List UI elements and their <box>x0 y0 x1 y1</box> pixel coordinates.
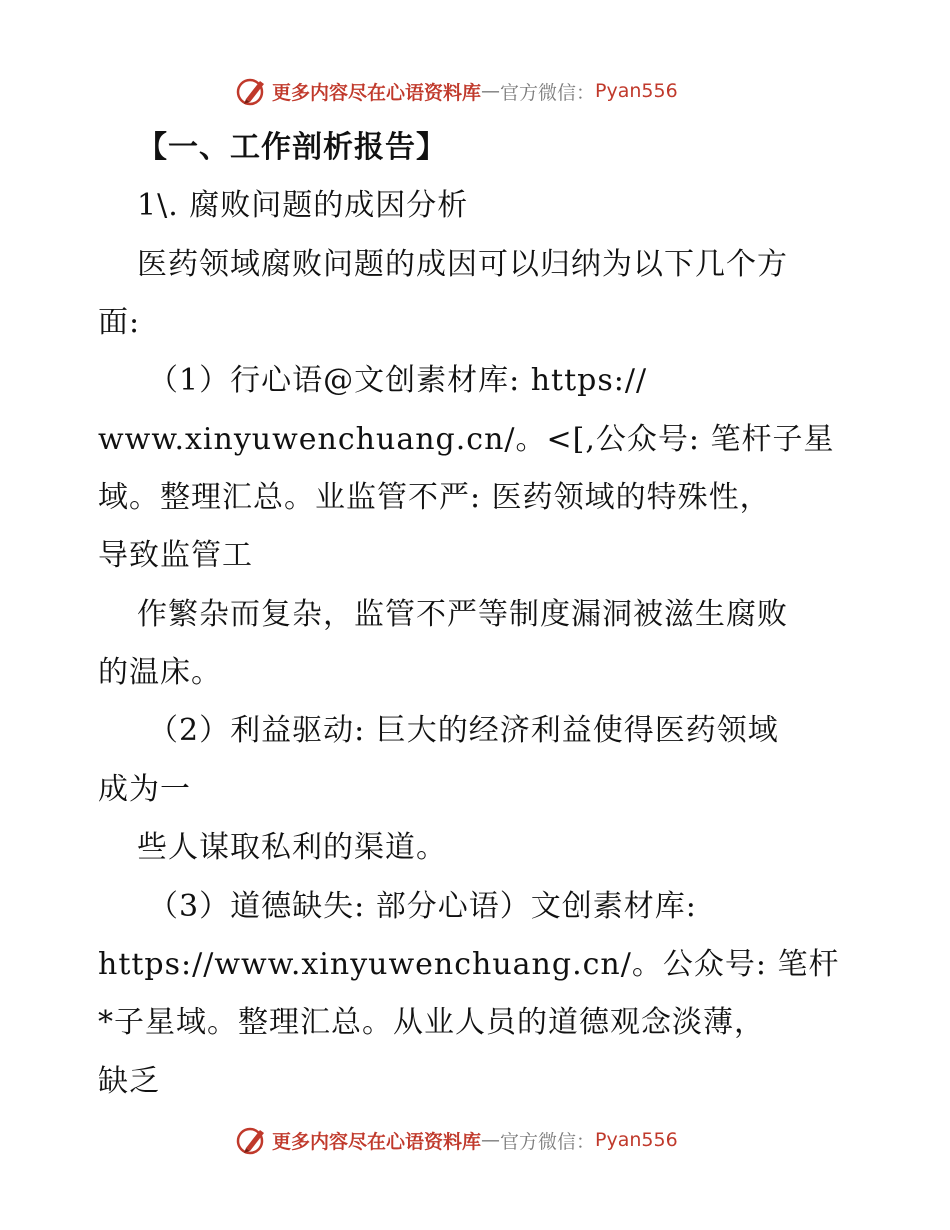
item2-line-2: 成为一 <box>98 772 191 807</box>
item1-line-6: 的温床。 <box>98 655 222 690</box>
pen-logo-icon <box>236 75 268 107</box>
item3-line-2: https://www.xinyuwenchuang.cn/。公众号: 笔杆 <box>98 947 840 982</box>
banner-wechat-id: Pyan556 <box>595 80 678 102</box>
banner-dash: — <box>481 1129 501 1151</box>
item3-line-3: *子星域。整理汇总。从业人员的道德观念淡薄， <box>98 1005 765 1040</box>
item2-line-1: （2）利益驱动: 巨大的经济利益使得医药领域 <box>148 713 779 748</box>
intro-line-2: 面: <box>98 305 141 340</box>
item3-line-1: （3）道德缺失: 部分心语）文创素材库: <box>148 889 697 924</box>
item1-line-1: （1）行心语@文创素材库: https:// <box>148 363 648 398</box>
item1-line-4: 导致监管工 <box>98 538 253 573</box>
item1-line-5: 作繁杂而复杂，监管不严等制度漏洞被滋生腐败 <box>137 597 788 632</box>
item3-line-4: 缺乏 <box>98 1064 160 1099</box>
banner-main-text: 更多内容尽在心语资料库 <box>272 1130 482 1153</box>
subheading: 1\. 腐败问题的成因分析 <box>137 188 469 223</box>
pen-logo-icon <box>236 1124 268 1156</box>
banner-sub-text: 官方微信： <box>500 81 596 104</box>
header-banner <box>236 73 678 109</box>
intro-line-1: 医药领域腐败问题的成因可以归纳为以下几个方 <box>137 247 788 282</box>
item2-line-3: 些人谋取私利的渠道。 <box>137 830 447 865</box>
banner-main-text: 更多内容尽在心语资料库 <box>272 81 482 104</box>
banner-wechat-id: Pyan556 <box>595 1129 678 1151</box>
banner-dash: — <box>481 80 501 102</box>
item1-line-3: 域。整理汇总。业监管不严: 医药领域的特殊性， <box>98 480 771 515</box>
item1-line-2: www.xinyuwenchuang.cn/。<[,公众号: 笔杆子星 <box>98 422 835 457</box>
section-heading: 【一、工作剖析报告】 <box>137 130 447 165</box>
banner-sub-text: 官方微信： <box>500 1130 596 1153</box>
footer-banner <box>236 1122 678 1158</box>
